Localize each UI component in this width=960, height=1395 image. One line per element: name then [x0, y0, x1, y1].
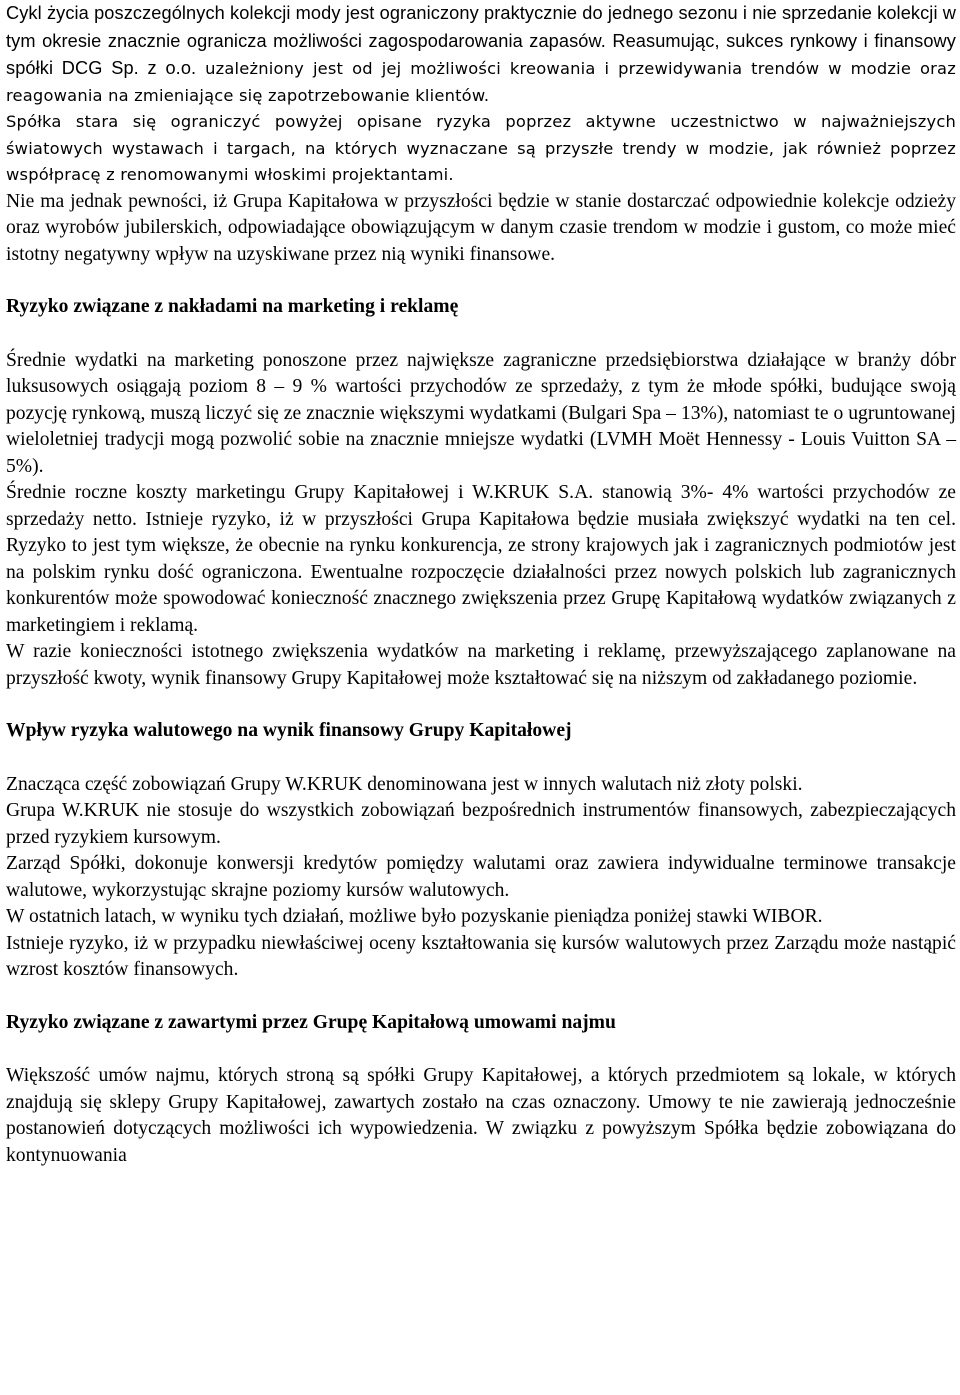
- marketing-paragraph-1: Średnie wydatki na marketing ponoszone przez największe zagraniczne przedsiębiorstwa działające w branży dóbr luksusowych osiągają poziom 8 – 9 % wartości przychodów ze sprzedaży, z tym że młode spółki, budujące swoją pozycję rynkową, muszą liczyć się ze znacznie większymi wydatkami (Bulgari Spa – 13%), natomiast te o ugruntowanej wieloletniej tradycji mogą pozwolić sobie na znacznie mniejsze wydatki (LVMH Moët Hennessy - Louis Vuitton SA – 5%).: [6, 349, 956, 477]
- section-heading-lease: Ryzyko związane z zawartymi przez Grupę Kapitałową umowami najmu: [6, 1011, 616, 1033]
- intro-paragraph-1-part-b: uzależniony jest od jej możliwości kreowania i przewidywania trendów w modzie oraz reagowania na zmieniające się zapotrzebowanie klientów.: [6, 59, 956, 105]
- lease-paragraph-1: Większość umów najmu, których stroną są spółki Grupy Kapitałowej, a których przedmiotem są lokale, w których znajdują się sklepy Grupy Kapitałowej, zawartych zostało na czas oznaczony. Umowy te nie zawierają jednocześnie postanowień dotyczących możliwości ich wypowiedzenia. W związku z powyższym Spółka będzie zobowiązana do kontynuowania: [6, 1065, 956, 1166]
- intro-paragraph-1-part-a: Cykl życia poszczególnych kolekcji mody jest ograniczony praktycznie do jednego sezonu i nie sprzedanie kolekcji w tym okresie znacznie ogranicza możliwości zagospodarowania zapasów. Reasumując, sukces rynkowy i finansowy spółki DCG Sp. z o.o.: [6, 3, 956, 78]
- intro-paragraph-3: Nie ma jednak pewności, iż Grupa Kapitałowa w przyszłości będzie w stanie dostarczać odpowiednie kolekcje odzieży oraz wyrobów jubilerskich, odpowiadające obowiązującym w danym czasie trendom w modzie i gustom, co może mieć istotny negatywny wpływ na uzyskiwane przez nią wyniki finansowe.: [6, 190, 956, 265]
- spacer: [6, 268, 956, 294]
- spacer: [6, 984, 956, 1010]
- document-page: [6, 0, 956, 1169]
- currency-paragraph-3: Zarząd Spółki, dokonuje konwersji kredytów pomiędzy walutami oraz zawiera indywidualne terminowe transakcje walutowe, wykorzystując skrajne poziomy kursów walutowych.: [6, 853, 956, 901]
- intro-paragraph-1: [6, 0, 956, 109]
- spacer: [6, 1036, 956, 1063]
- currency-paragraph-1: Znacząca część zobowiązań Grupy W.KRUK denominowana jest w innych walutach niż złoty polski.: [6, 773, 803, 795]
- section-heading-currency: Wpływ ryzyka walutowego na wynik finansowy Grupy Kapitałowej: [6, 720, 572, 741]
- currency-paragraph-4: W ostatnich latach, w wyniku tych działań, możliwe było pozyskanie pieniądza poniżej stawki WIBOR.: [6, 906, 823, 927]
- currency-paragraph-2: Grupa W.KRUK nie stosuje do wszystkich zobowiązań bezpośrednich instrumentów finansowych, zabezpieczających przed ryzykiem kursowym.: [6, 800, 956, 848]
- spacer: [6, 745, 956, 772]
- spacer: [6, 692, 956, 718]
- currency-paragraph-5: Istnieje ryzyko, iż w przypadku niewłaściwej oceny kształtowania się kursów walutowych przez Zarządu może nastąpić wzrost kosztów finansowych.: [6, 932, 956, 980]
- intro-paragraph-2: Spółka stara się ograniczyć powyżej opisane ryzyka poprzez aktywne uczestnictwo w najważniejszych światowych wystawach i targach, na których wyznaczane są przyszłe trendy w modzie, jak również poprzez współpracę z renomowanymi włoskimi projektantami.: [6, 112, 956, 184]
- spacer: [6, 321, 956, 348]
- marketing-paragraph-3: W razie konieczności istotnego zwiększenia wydatków na marketing i reklamę, przewyższającego zaplanowane na przyszłość kwoty, wynik finansowy Grupy Kapitałowej może kształtować się na niższym od zakładanego poziomie.: [6, 641, 956, 689]
- marketing-paragraph-2: Średnie roczne koszty marketingu Grupy Kapitałowej i W.KRUK S.A. stanowią 3%- 4% wartości przychodów ze sprzedaży netto. Istnieje ryzyko, iż w przyszłości Grupa Kapitałowa będzie musiała zwiększyć wydatki na ten cel. Ryzyko to jest tym większe, że obecnie na rynku konkurencja, ze strony krajowych jak i zagranicznych podmiotów jest na polskim rynku dość ograniczona. Ewentualne rozpoczęcie działalności przez nowych polskich lub zagranicznych konkurentów może spowodować konieczność znacznego zwiększenia przez Grupę Kapitałową wydatków związanych z marketingiem i reklamą.: [6, 482, 956, 636]
- section-heading-marketing: Ryzyko związane z nakładami na marketing i reklamę: [6, 296, 459, 317]
